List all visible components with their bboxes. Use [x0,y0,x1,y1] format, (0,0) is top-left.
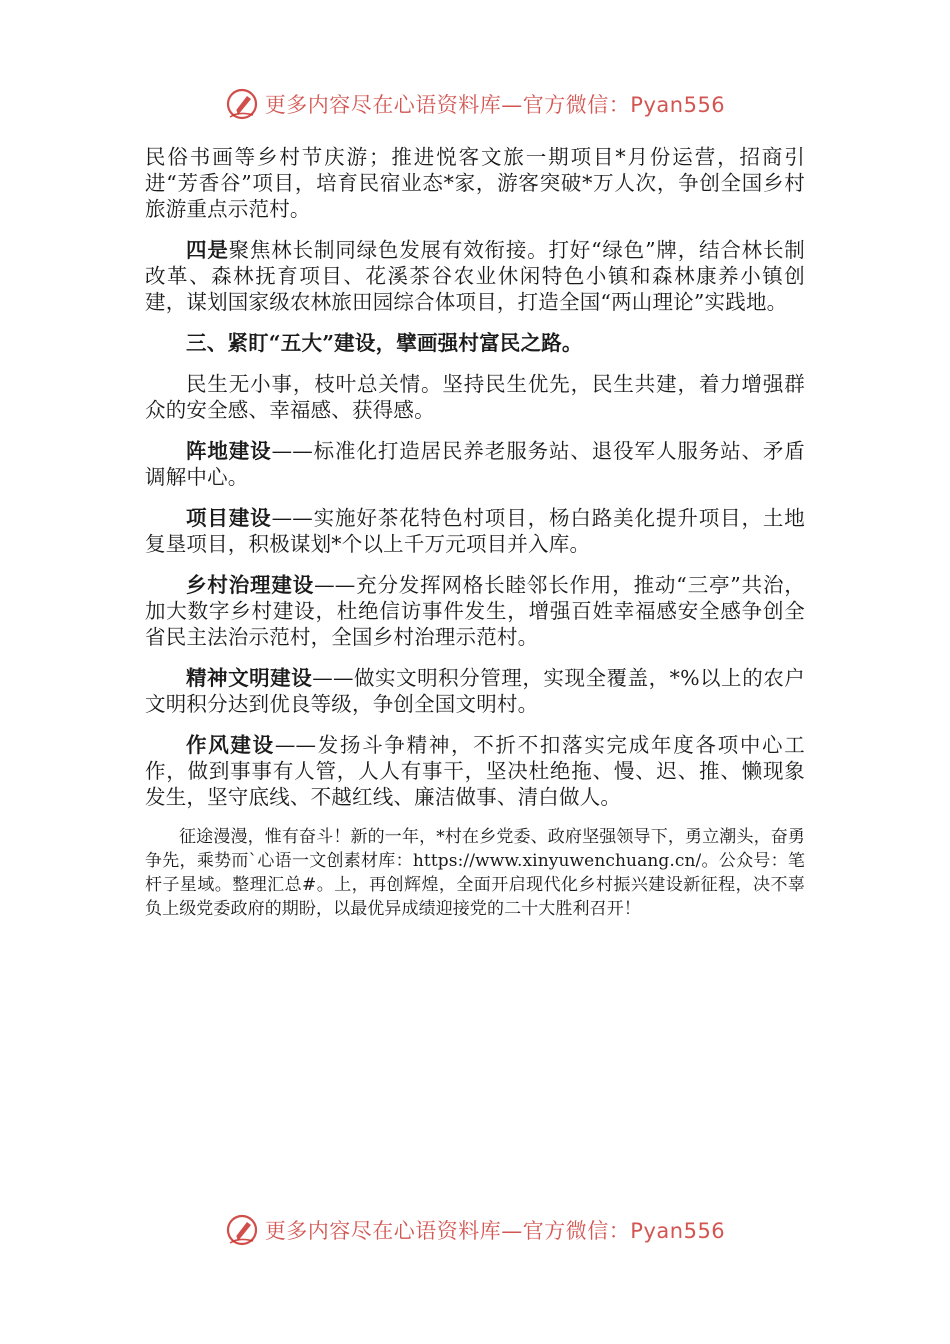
footer-banner [0,1210,950,1250]
pen-logo-icon [225,1213,259,1247]
paragraph-8-body: ——发扬斗争精神，不折不扣落实完成年度各项中心工作，做到事事有人管，人人有事干，坚决杜绝拖、慢、迟、推、懒现象发生，坚守底线、不越红线、廉洁做事、清白做人。 [145,733,805,809]
paragraph-3: 民生无小事，枝叶总关情。坚持民生优先，民生共建，着力增强群众的安全感、幸福感、获得感。 [145,372,805,422]
lead-zhendi: 阵地建设 [186,439,272,463]
banner-text: 更多内容尽在心语资料库—官方微信：Pyan556 [264,93,726,117]
paragraph-6-body: ——充分发挥网格长睦邻长作用，推动“三亭”共治，加大数字乡村建设，杜绝信访事件发生，增强百姓幸福感安全感争创全省民主法治示范村，全国乡村治理示范村。 [145,573,806,649]
document-body [145,144,805,936]
lead-zuofeng: 作风建设 [186,733,275,757]
lead-wenming: 精神文明建设 [186,666,313,690]
paragraph-7-body: ——做实文明积分管理，实现全覆盖，*%以上的农户文明积分达到优良等级，争创全国文明村。 [145,666,805,716]
paragraph-6 [145,572,805,650]
lead-siju: 四是 [186,238,229,262]
paragraph-7 [145,665,805,717]
lead-zhili: 乡村治理建设 [186,573,315,597]
paragraph-1: 民俗书画等乡村节庆游；推进悦客文旅一期项目*月份运营，招商引进“芳香谷”项目，培育民宿业态*家，游客突破*万人次，争创全国乡村旅游重点示范村。 [145,145,805,221]
paragraph-5 [145,505,805,557]
paragraph-4 [145,438,805,490]
header-banner [0,84,950,124]
paragraph-2 [145,237,805,315]
paragraph-2-body: 聚焦林长制同绿色发展有效衔接。打好“绿色”牌，结合林长制改革、森林抚育项目、花溪茶谷农业休闲特色小镇和森林康养小镇创建，谋划国家级农林旅田园综合体项目，打造全国“两山理论”实践地。 [145,238,806,314]
lead-xiangmu: 项目建设 [186,506,272,530]
banner-text: 更多内容尽在心语资料库—官方微信：Pyan556 [264,1219,726,1243]
section-heading-3: 三、紧盯“五大”建设，擘画强村富民之路。 [186,331,583,355]
paragraph-closing: 征途漫漫，惟有奋斗！新的一年，*村在乡党委、政府坚强领导下，勇立潮头，奋勇争先，乘势而`心语一文创素材库：https://www.xinyuwenchuang.cn/。公众号：笔杆子星域。整理汇总#。上，再创辉煌，全面开启现代化乡村振兴建设新征程，决不辜负上级党委政府的期盼，以最优异成绩迎接党的二十大胜利召开！ [145,827,805,919]
paragraph-8 [145,732,805,810]
pen-logo-icon [225,87,259,121]
paragraph-4-body: ——标准化打造居民养老服务站、退役军人服务站、矛盾调解中心。 [145,439,805,489]
paragraph-5-body: ——实施好茶花特色村项目，杨白路美化提升项目，土地复垦项目，积极谋划*个以上千万元项目并入库。 [145,506,805,556]
